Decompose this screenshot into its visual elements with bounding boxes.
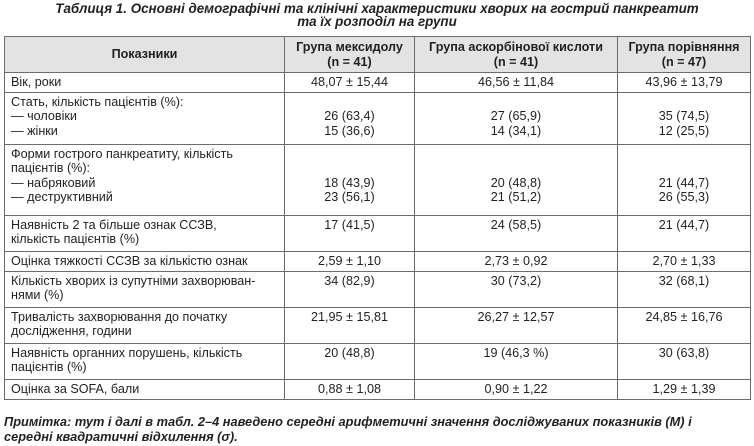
row-label: Оцінка тяжкості ССЗВ за кількістю ознак	[5, 251, 285, 271]
cell-value: 34 (82,9)	[285, 271, 415, 307]
cell-value: 2,70 ± 1,33	[618, 251, 751, 271]
cell-value	[415, 144, 618, 215]
cell-value: 19 (46,3 %)	[415, 343, 618, 379]
cell-value: 21,95 ± 15,81	[285, 307, 415, 343]
cell-value	[285, 144, 415, 215]
row-sublabel: — жінки	[11, 123, 58, 138]
row-label-main: Наявність органних порушень, кількість	[11, 345, 243, 360]
row-sublabel: — чоловіки	[11, 109, 77, 123]
note-line-2: середні квадратичні відхилення (σ).	[4, 429, 238, 444]
cell-value	[285, 92, 415, 144]
cell-value	[618, 92, 751, 144]
row-label-main: Тривалість захворювання до початку	[11, 309, 228, 324]
row-sublabel: — набряковий	[11, 175, 96, 190]
demographics-table	[4, 36, 751, 400]
cell-value-line: 12 (25,5)	[658, 123, 710, 138]
row-label: Вік, роки	[5, 73, 285, 93]
cell-value: 21 (44,7)	[618, 215, 751, 251]
row-label	[5, 307, 285, 343]
cell-value: 24,85 ± 16,76	[618, 307, 751, 343]
header-indicators: Показники	[5, 37, 285, 73]
title-line-2: та їх розподіл на групи	[297, 14, 457, 29]
row-label-main: кількість пацієнтів (%)	[11, 232, 140, 246]
header-group-ascorbic	[415, 37, 618, 73]
table-title	[0, 2, 754, 28]
cell-value-line: 15 (36,6)	[324, 123, 375, 138]
table-row-forms	[5, 144, 751, 215]
cell-value: 0,90 ± 1,22	[415, 379, 618, 399]
row-label-main: нями (%)	[11, 288, 64, 302]
note-line-1: Примітка: тут і далі в табл. 2–4 наведено середні арифметичні значення досліджуваних показників (M) і	[4, 414, 692, 429]
cell-value: 30 (63,8)	[618, 343, 751, 379]
cell-value: 2,73 ± 0,92	[415, 251, 618, 271]
cell-value: 30 (73,2)	[415, 271, 618, 307]
header-group-name: Група мексидолу	[296, 40, 403, 54]
cell-value	[618, 144, 751, 215]
header-group-name: Група порівняння	[628, 40, 740, 54]
cell-value-line: 26 (55,3)	[658, 190, 710, 204]
table-row-comorbid	[5, 271, 751, 307]
row-label	[5, 271, 285, 307]
header-group-n: (n = 47)	[661, 54, 707, 69]
cell-value	[415, 92, 618, 144]
cell-value-line: 20 (48,8)	[490, 175, 542, 190]
row-label-main: Форми гострого панкреатиту, кількість	[11, 146, 233, 161]
row-label	[5, 144, 285, 215]
table-row-sex	[5, 92, 751, 144]
row-label	[5, 343, 285, 379]
table-row-sofa	[5, 379, 751, 399]
cell-value-line: 21 (51,2)	[490, 190, 542, 204]
cell-value-line: 14 (34,1)	[490, 123, 542, 138]
cell-value-line: 27 (65,9)	[490, 109, 542, 123]
cell-value-line: 18 (43,9)	[324, 175, 375, 190]
cell-value: 2,59 ± 1,10	[285, 251, 415, 271]
cell-value: 26,27 ± 12,57	[415, 307, 618, 343]
table-row-sirs-presence	[5, 215, 751, 251]
table-row-age	[5, 73, 751, 93]
cell-value-line: 23 (56,1)	[324, 190, 375, 204]
cell-value-line: 26 (63,4)	[324, 109, 375, 123]
row-sublabel: — деструктивний	[11, 190, 113, 204]
cell-value: 0,88 ± 1,08	[285, 379, 415, 399]
row-label	[5, 92, 285, 144]
cell-value-line: 35 (74,5)	[658, 109, 710, 123]
title-line-1: Таблиця 1. Основні демографічні та клінічні характеристики хворих на гострий панкреатит	[55, 1, 699, 16]
row-label-main: Кількість хворих із супутніми захворюван-	[11, 273, 256, 288]
header-group-mexidol	[285, 37, 415, 73]
cell-value: 32 (68,1)	[618, 271, 751, 307]
cell-value-line: 21 (44,7)	[658, 175, 710, 190]
cell-value: 20 (48,8)	[285, 343, 415, 379]
table-row-duration	[5, 307, 751, 343]
row-label-main: Наявність 2 та більше ознак ССЗВ,	[11, 217, 217, 232]
row-label	[5, 215, 285, 251]
table-row-organ	[5, 343, 751, 379]
row-label-main: пацієнтів (%):	[11, 161, 91, 175]
header-group-n: (n = 41)	[327, 54, 372, 69]
row-label-main: Стать, кількість пацієнтів (%):	[11, 94, 184, 109]
header-group-comparison	[618, 37, 751, 73]
cell-value: 17 (41,5)	[285, 215, 415, 251]
cell-value: 1,29 ± 1,39	[618, 379, 751, 399]
row-label-main: дослідження, години	[11, 324, 132, 338]
cell-value: 24 (58,5)	[415, 215, 618, 251]
cell-value: 43,96 ± 13,79	[618, 73, 751, 93]
header-row	[5, 37, 751, 73]
table-row-sirs-score	[5, 251, 751, 271]
cell-value: 46,56 ± 11,84	[415, 73, 618, 93]
header-group-n: (n = 41)	[493, 54, 539, 69]
row-label-main: пацієнтів (%)	[11, 360, 87, 374]
cell-value: 48,07 ± 15,44	[285, 73, 415, 93]
header-group-name: Група аскорбінової кислоти	[429, 40, 603, 54]
table-note	[4, 414, 752, 444]
row-label: Оцінка за SOFA, бали	[5, 379, 285, 399]
